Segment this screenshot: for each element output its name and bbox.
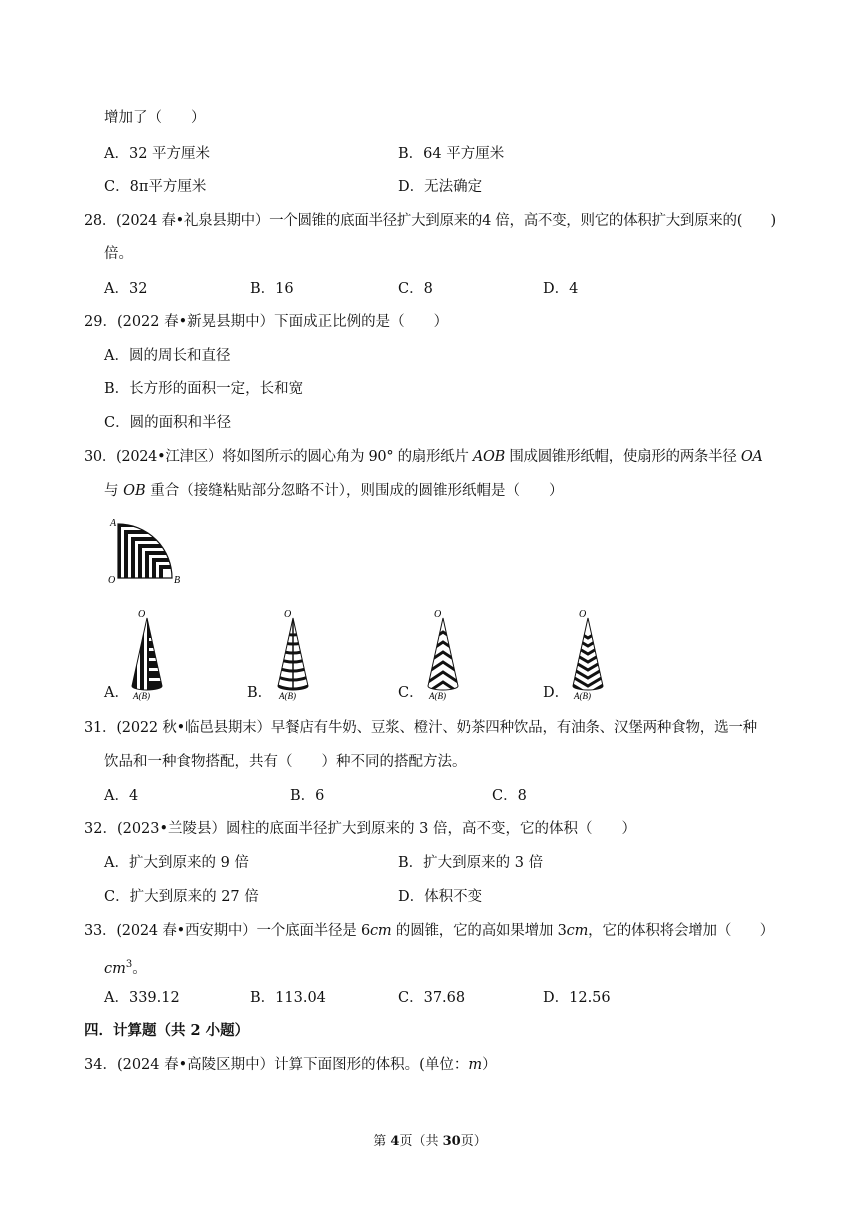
- q28-option-c: C．8: [398, 281, 433, 297]
- q30-option-d: D．: [543, 685, 570, 701]
- q29-option-c: C．圆的面积和半径: [104, 415, 232, 431]
- cone-d-figure: [563, 608, 613, 700]
- unit-cm-2: cm: [566, 923, 589, 939]
- cone-a-base-label: A(B): [133, 691, 150, 701]
- q31-line1: 31．(2022 秋•临邑县期末）早餐店有牛奶、豆浆、橙汁、奶茶四种饮品，有油条、汉堡两种食物，选一种: [84, 720, 757, 736]
- cone-d-apex-label: O: [579, 609, 587, 620]
- q33-option-c: C．37.68: [398, 990, 466, 1006]
- cone-c-figure: [418, 608, 468, 700]
- q33-option-a: A．339.12: [104, 990, 180, 1006]
- q27-option-c: C．8π平方厘米: [104, 179, 207, 195]
- q30-line1: 30．(2024•江津区）将如图所示的圆心角为 90° 的扇形纸片 AOB 围成圆锥形纸帽，使扇形的两条半径 OA: [84, 449, 763, 465]
- q27-option-b: B．64 平方厘米: [398, 146, 505, 162]
- q28-line2: 倍。: [104, 246, 133, 262]
- cone-b-apex-label: O: [284, 609, 292, 620]
- q33-line1: 33．(2024 春•西安期中）一个底面半径是 6cm 的圆锥，它的高如果增加 3cm，它的体积将会增加（ ）: [84, 923, 775, 939]
- q31-option-a: A．4: [104, 788, 139, 804]
- q31-option-b: B．6: [290, 788, 325, 804]
- q29-option-a: A．圆的周长和直径: [104, 348, 231, 364]
- q32-option-c: C．扩大到原来的 27 倍: [104, 889, 259, 905]
- var-ob: OB: [123, 483, 146, 499]
- cone-a-figure: [122, 608, 172, 700]
- q32-option-d: D．体积不变: [398, 889, 483, 905]
- var-aob: AOB: [472, 449, 506, 465]
- q33-line2: $cm^3$。: [104, 959, 147, 977]
- q28-option-b: B．16: [250, 281, 294, 297]
- var-oa: OA: [740, 449, 763, 465]
- fig-label-o: O: [108, 575, 116, 586]
- q27-option-a: A．32 平方厘米: [104, 146, 211, 162]
- sector-figure: [100, 512, 190, 592]
- q34-line1: 34．(2024 春•高陵区期中）计算下面图形的体积。(单位：m）: [84, 1057, 497, 1073]
- unit-m: m: [468, 1057, 483, 1073]
- q30-option-c: C．: [398, 685, 424, 701]
- cone-c-base-label: A(B): [429, 691, 446, 701]
- q28-option-a: A．32: [104, 281, 148, 297]
- q29-option-b: B．长方形的面积一定，长和宽: [104, 381, 304, 397]
- q29-line1: 29．(2022 春•新晃县期中）下面成正比例的是（ ）: [84, 314, 449, 330]
- q32-option-a: A．扩大到原来的 9 倍: [104, 855, 249, 871]
- page-total: 30: [442, 1134, 461, 1149]
- page-footer: 第 4页（共 30页）: [373, 1134, 487, 1149]
- q32-line1: 32．(2023•兰陵县）圆柱的底面半径扩大到原来的 3 倍，高不变，它的体积（ ）: [84, 821, 637, 837]
- q30-option-a: A．: [104, 685, 129, 701]
- q33-option-b: B．113.04: [250, 990, 326, 1006]
- page-number: 4: [390, 1134, 400, 1149]
- q32-option-b: B．扩大到原来的 3 倍: [398, 855, 544, 871]
- q28-option-d: D．4: [543, 281, 579, 297]
- q31-line2: 饮品和一种食物搭配，共有（ ）种不同的搭配方法。: [104, 754, 467, 770]
- fig-label-a: A: [110, 518, 117, 529]
- q33-option-d: D．12.56: [543, 990, 611, 1006]
- unit-cm: cm: [370, 923, 392, 939]
- q30-option-b: B．: [247, 685, 273, 701]
- q31-option-c: C．8: [492, 788, 527, 804]
- q27-tail: 增加了（ ）: [104, 110, 206, 126]
- section-title: 四．计算题（共 2 小题）: [84, 1022, 250, 1039]
- q27-option-d: D．无法确定: [398, 179, 483, 195]
- cone-a-apex-label: O: [138, 609, 146, 620]
- cone-c-apex-label: O: [434, 609, 442, 620]
- cone-d-base-label: A(B): [574, 691, 591, 701]
- fig-label-b: B: [174, 575, 181, 586]
- q30-line2: 与 OB 重合（接缝粘贴部分忽略不计），则围成的圆锥形纸帽是（ ）: [104, 483, 564, 499]
- cone-b-base-label: A(B): [279, 691, 296, 701]
- q28-line1: 28．(2024 春•礼泉县期中）一个圆锥的底面半径扩大到原来的4 倍，高不变，则它的体积扩大到原来的( ): [84, 213, 776, 229]
- cone-b-figure: [268, 608, 318, 700]
